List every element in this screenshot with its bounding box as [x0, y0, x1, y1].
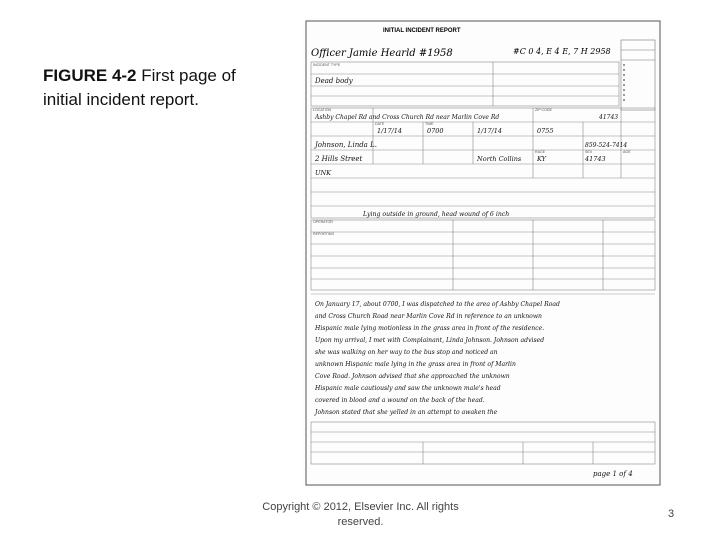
form-label: RACE [535, 150, 545, 154]
form-label: SEX [585, 150, 593, 154]
hand-city: North Collins [477, 155, 522, 163]
narrative-line: Hispanic male cautiously and saw the unknown male's head [315, 385, 501, 392]
narrative-line: Cove Road. Johnson advised that she approached the unknown [315, 373, 510, 380]
report-incident-no: #C 0 4, E 4 E, 7 H 2958 [513, 47, 611, 56]
narrative-line: she was walking on her way to the bus stop and noticed an [315, 349, 498, 356]
form-label: OPERATOR [313, 220, 333, 224]
narrative-line: Upon my arrival, I met with Complainant, Linda Johnson. Johnson advised [315, 337, 545, 344]
form-label: ZIP CODE [535, 108, 552, 112]
form-label: INCIDENT TYPE [313, 63, 341, 67]
figure-text: First page of initial incident report. [43, 66, 236, 109]
report-title: INITIAL INCIDENT REPORT [383, 28, 461, 34]
hand-reporter: Johnson, Linda L. [315, 141, 377, 149]
narrative-line: covered in blood and a wound on the back of the head. [315, 397, 485, 404]
form-label: AGE [623, 150, 631, 154]
hand-date-a: 1/17/14 [377, 127, 403, 135]
form-label: LOCATION [313, 108, 332, 112]
report-officer: Officer Jamie Hearld #1958 [311, 48, 453, 59]
figure-label: FIGURE 4-2 [43, 66, 137, 85]
hand-state: KY [537, 155, 546, 163]
hand-location: Ashby Chapel Rd and Cross Church Rd near Marlin Cove Rd [315, 114, 500, 121]
form-label: TIME [425, 122, 434, 126]
hand-page-note: page 1 of 4 [593, 470, 633, 478]
narrative-line: Hispanic male lying motionless in the grass area in front of the residence. [315, 325, 545, 332]
hand-narrative-short: Lying outside in ground, head wound of 6 inch [363, 211, 510, 218]
figure-caption [43, 64, 258, 112]
hand-incident-type: Dead body [315, 77, 353, 85]
page-number: 3 [668, 508, 675, 520]
incident-report-scan [303, 18, 663, 488]
hand-date-b: 1/17/14 [477, 127, 503, 135]
narrative-line: and Cross Church Road near Marlin Cove Rd in reference to an unknown [315, 313, 542, 320]
hand-zip: 41743 [599, 114, 619, 121]
hand-address: 2 Hills Street [315, 155, 363, 163]
hand-zip-b: 41743 [585, 155, 606, 163]
narrative-line: On January 17, about 0700, I was dispatched to the area of Ashby Chapel Road [315, 301, 560, 308]
hand-victim-status: UNK [315, 169, 332, 177]
hand-time-b: 0755 [537, 127, 554, 135]
form-label: REPORTING [313, 232, 335, 236]
hand-phone: 859-524-7414 [585, 142, 628, 149]
form-label: DATE [375, 122, 385, 126]
hand-time-a: 0700 [427, 127, 444, 135]
narrative-line: Johnson stated that she yelled in an attempt to awaken the [315, 409, 498, 416]
copyright-notice: Copyright © 2012, Elsevier Inc. All rights reserved. [262, 501, 459, 528]
narrative-line: unknown Hispanic male lying in the grass area in front of Marlin [315, 361, 516, 368]
